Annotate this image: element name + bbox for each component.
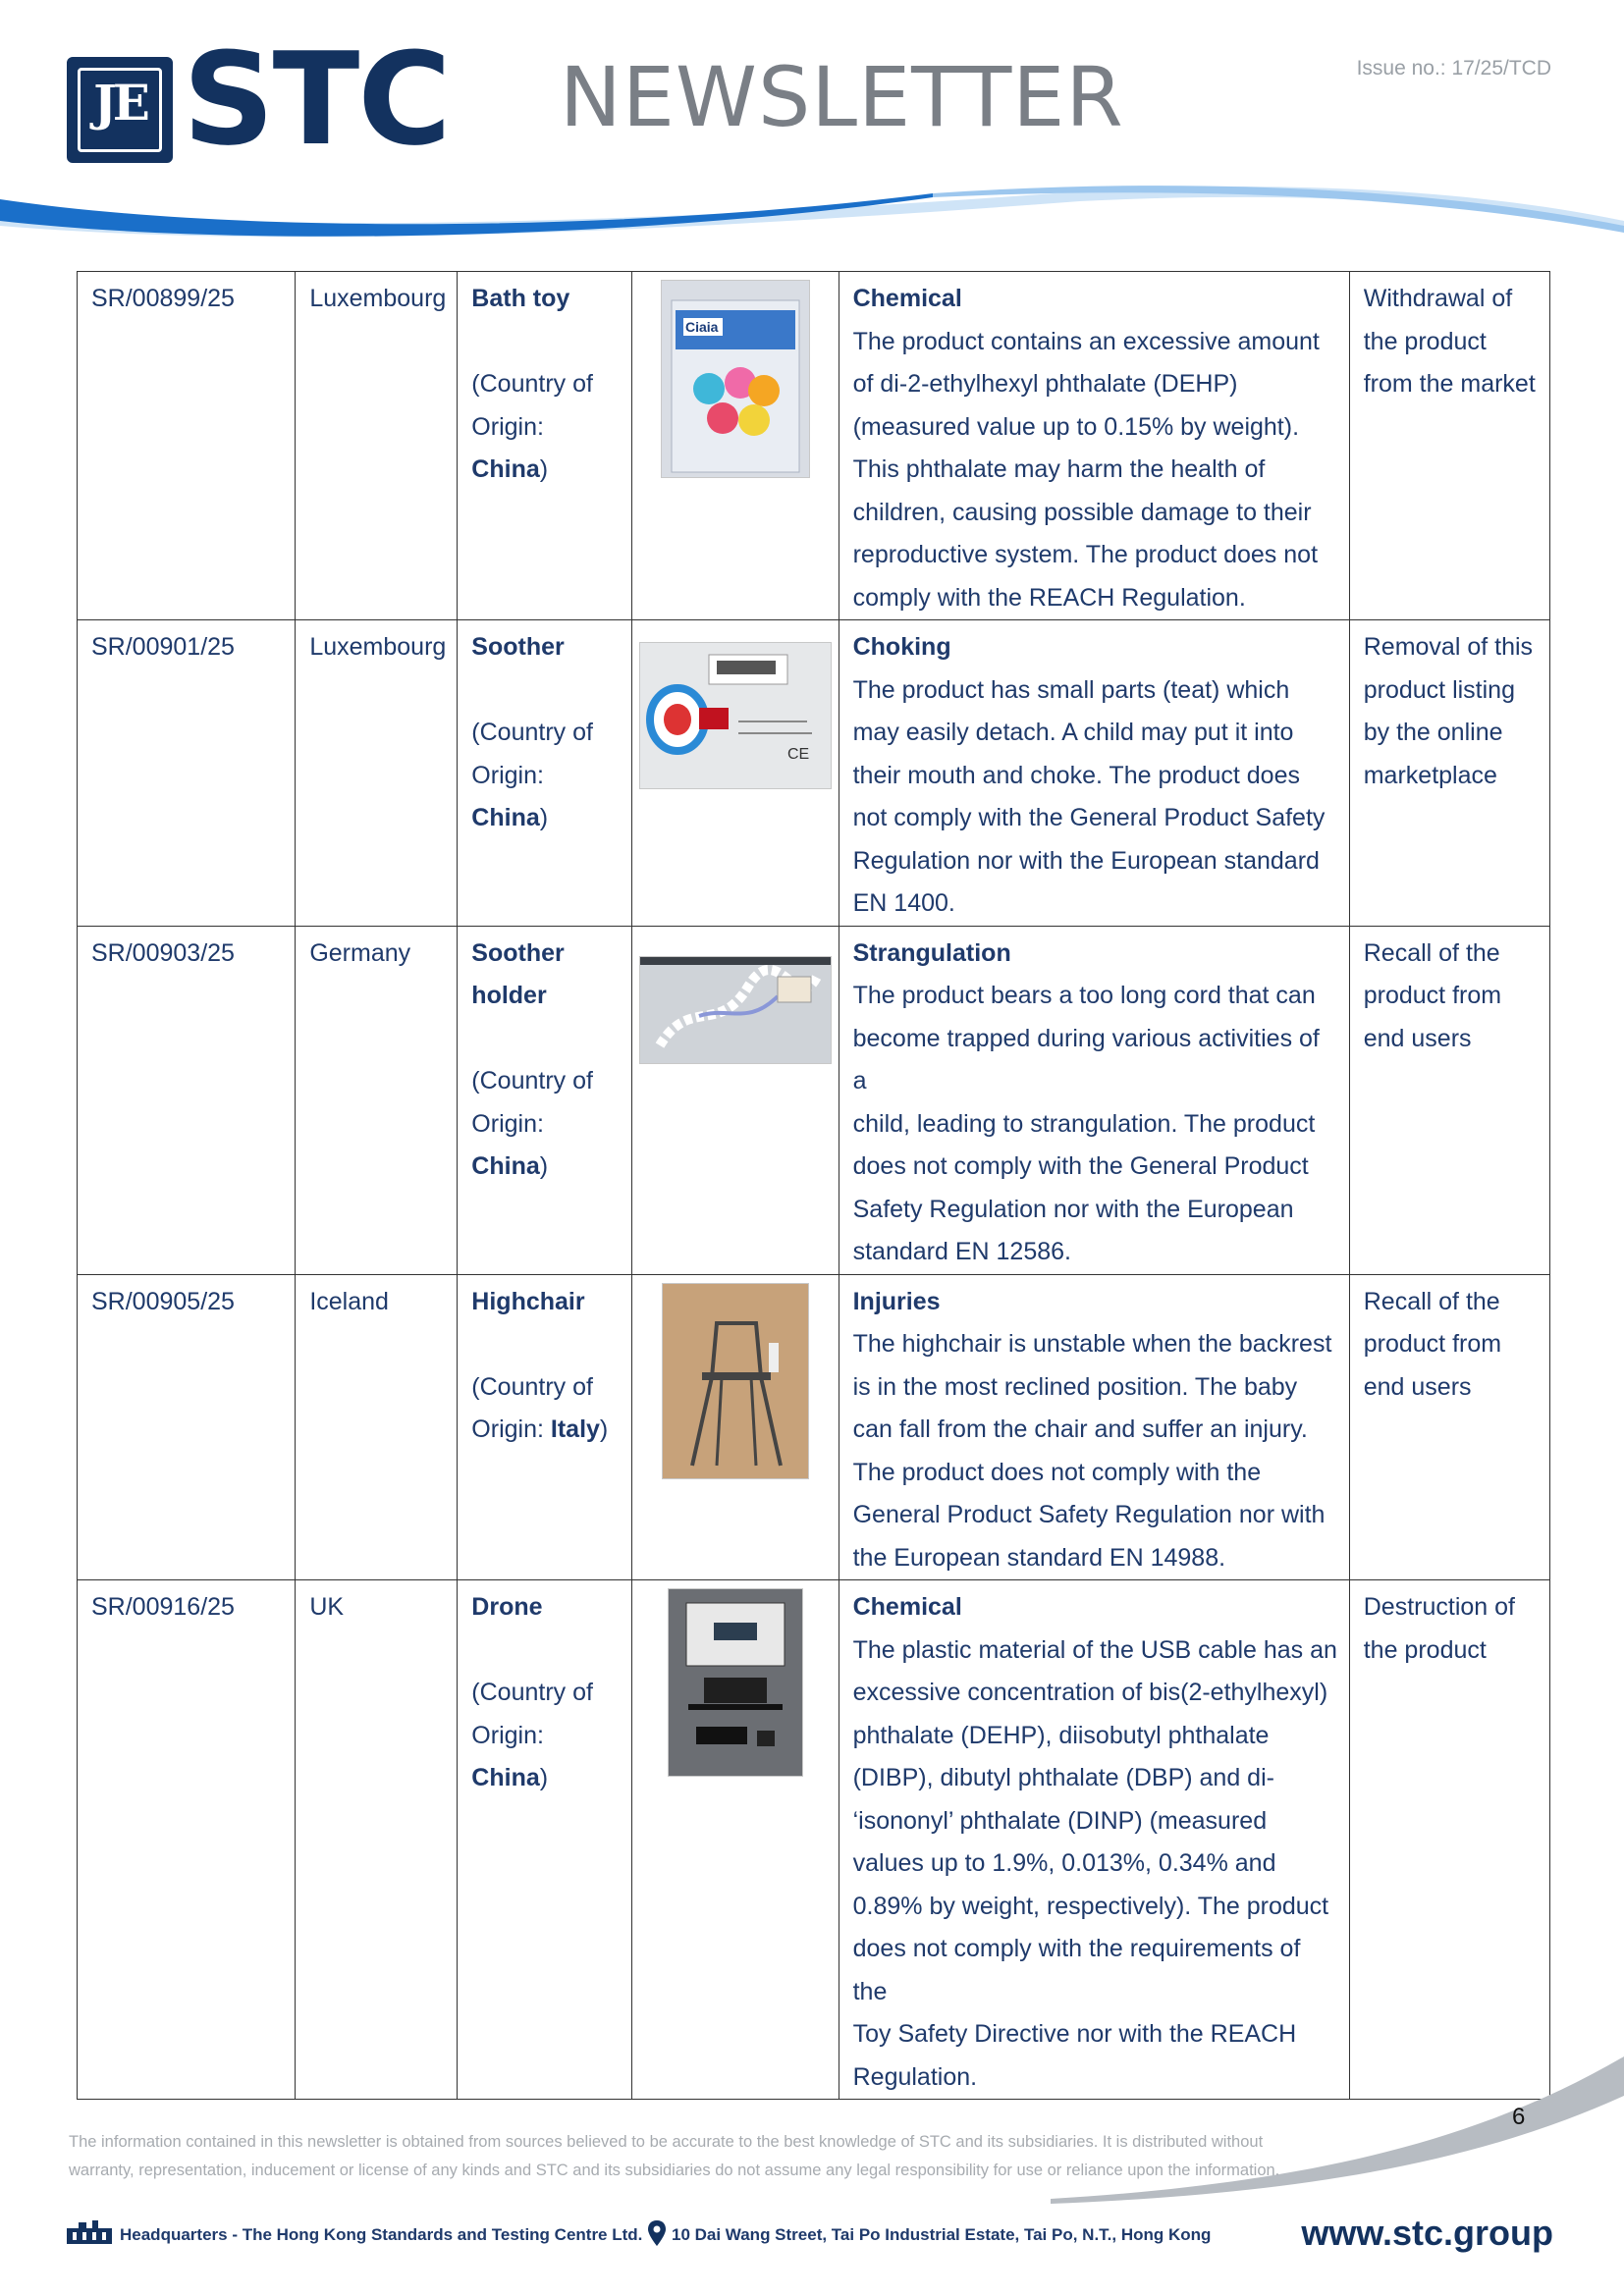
table-row xyxy=(78,272,1550,620)
product-name: Soother xyxy=(471,633,565,661)
soother-photo xyxy=(639,642,832,789)
stc-logo-mark: JE xyxy=(67,57,173,163)
country-cell: Luxembourg xyxy=(296,620,458,927)
ref-cell: SR/00903/25 xyxy=(78,926,296,1274)
table-row xyxy=(78,1580,1550,2100)
product-name: Soother xyxy=(471,938,565,967)
ref-cell: SR/00901/25 xyxy=(78,620,296,927)
risk-cell: Strangulation The product bears a too long cord that can become trapped during various activities of a child, leading to strangulation. The product does not comply with the General Product Safety Regulation nor with the European standard EN 12586. xyxy=(839,926,1349,1274)
product-cell: Soother (Country of Origin: China) xyxy=(458,620,632,927)
newsletter-title: NEWSLETTER xyxy=(560,49,1124,145)
svg-text:Ciaia: Ciaia xyxy=(684,319,719,335)
risk-cell: Chemical The product contains an excessive amount of di-2-ethylhexyl phthalate (DEHP) (measured value up to 0.15% by weight). This phthalate may harm the health of children, causing possible damage to their reproductive system. The product does not comply with the REACH Regulation. xyxy=(839,272,1349,620)
risk-cell: Chemical The plastic material of the USB cable has an excessive concentration of bis(2-ethylhexyl) phthalate (DEHP), diisobutyl phthalate (DIBP), dibutyl phthalate (DBP) and di- ‘isononyl’ phthalate (DINP) (measured values up to 1.9%, 0.013%, 0.34% and 0.89% by weight, respectively). The product does not comply with the requirements of the Toy Safety Directive nor with the REACH Regulation. xyxy=(839,1580,1349,2100)
table-row xyxy=(78,1274,1550,1580)
measure-cell: Recall of the product from end users xyxy=(1349,926,1549,1274)
address-line: 10 Dai Wang Street, Tai Po Industrial Estate, Tai Po, N.T., Hong Kong xyxy=(648,2220,1211,2246)
measure-cell: Removal of this product listing by the online marketplace xyxy=(1349,620,1549,927)
origin-country: Italy xyxy=(550,1415,600,1443)
table-row xyxy=(78,926,1550,1274)
location-pin-icon xyxy=(648,2220,666,2246)
measure-cell: Recall of the product from end users xyxy=(1349,1274,1549,1580)
disclaimer: The information contained in this newsletter is obtained from sources believed to be accurate to the best knowledge of STC and its subsidiaries. It is distributed without warranty, representation, inducement or license of any kinds and STC and its subsidiaries do not assume any legal responsibility for use or reliance upon the information. xyxy=(69,2133,1280,2179)
measure-cell: Destruction of the product xyxy=(1349,1580,1549,2100)
soother-holder-photo xyxy=(639,956,832,1064)
drone-photo xyxy=(668,1588,803,1777)
risk-cell: Choking The product has small parts (teat) which may easily detach. A child may put it into their mouth and choke. The product does not comply with the General Product Safety Regulation nor with the European standard EN 1400. xyxy=(839,620,1349,927)
origin-country: China xyxy=(471,804,540,831)
country-cell: UK xyxy=(296,1580,458,2100)
image-cell xyxy=(632,272,839,620)
country-cell: Germany xyxy=(296,926,458,1274)
ref-cell: SR/00916/25 xyxy=(78,1580,296,2100)
country-cell: Iceland xyxy=(296,1274,458,1580)
risk-type: Injuries xyxy=(852,1287,941,1315)
bath-toy-photo xyxy=(661,280,810,478)
origin-country: China xyxy=(471,455,540,483)
risk-type: Chemical xyxy=(852,285,962,312)
risk-type: Strangulation xyxy=(852,938,1011,967)
page-number: 6 xyxy=(1512,2104,1526,2130)
product-cell: Highchair (Country of Origin: Italy) xyxy=(458,1274,632,1580)
headquarters-line: Headquarters - The Hong Kong Standards and Testing Centre Ltd. xyxy=(65,2220,642,2245)
product-cell: Soother holder (Country of Origin: China) xyxy=(458,926,632,1274)
risk-cell: Injuries The highchair is unstable when the backrest is in the most reclined position. The baby can fall from the chair and suffer an injury. The product does not comply with the General Product Safety Regulation nor with the European standard EN 14988. xyxy=(839,1274,1349,1580)
product-name: Highchair xyxy=(471,1287,585,1315)
recall-table xyxy=(77,271,1550,2100)
origin-country: China xyxy=(471,1152,540,1180)
image-cell xyxy=(632,926,839,1274)
website-link[interactable]: www.stc.group xyxy=(1301,2213,1553,2253)
image-cell xyxy=(632,1580,839,2100)
highchair-photo xyxy=(662,1283,809,1479)
risk-type: Chemical xyxy=(852,1593,962,1621)
product-name: Drone xyxy=(471,1593,543,1621)
product-cell: Drone (Country of Origin: China) xyxy=(458,1580,632,2100)
product-name: Bath toy xyxy=(471,285,570,312)
building-icon xyxy=(65,2220,114,2244)
stc-logo-text: STC xyxy=(183,25,450,174)
image-cell xyxy=(632,620,839,927)
risk-type: Choking xyxy=(852,633,951,661)
country-cell: Luxembourg xyxy=(296,272,458,620)
table-row xyxy=(78,620,1550,927)
page-header xyxy=(0,0,1624,255)
image-cell xyxy=(632,1274,839,1580)
product-cell: Bath toy (Country of Origin: China) xyxy=(458,272,632,620)
issue-number: Issue no.: 17/25/TCD xyxy=(1356,57,1551,80)
ref-cell: SR/00899/25 xyxy=(78,272,296,620)
header-swoosh xyxy=(0,182,1624,255)
measure-cell: Withdrawal of the product from the market xyxy=(1349,272,1549,620)
svg-text:CE: CE xyxy=(786,746,810,763)
origin-country: China xyxy=(471,1764,540,1791)
ref-cell: SR/00905/25 xyxy=(78,1274,296,1580)
